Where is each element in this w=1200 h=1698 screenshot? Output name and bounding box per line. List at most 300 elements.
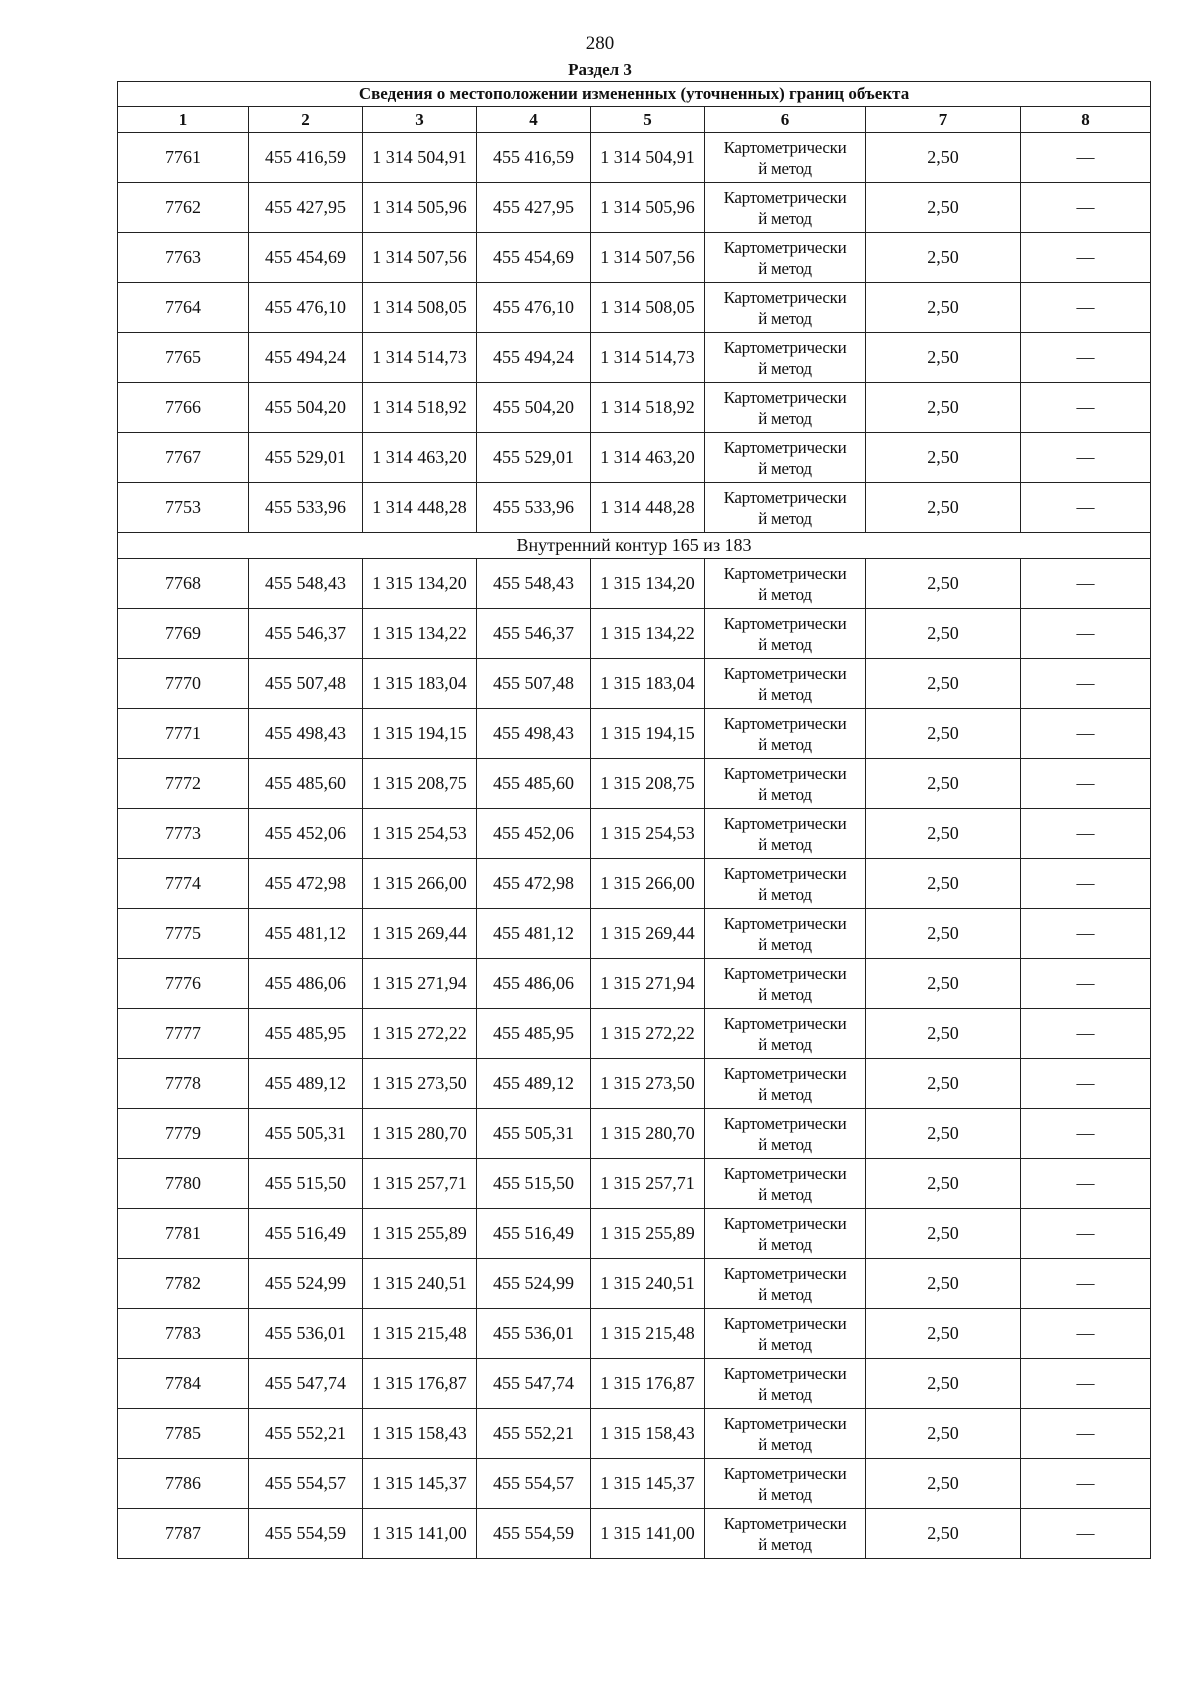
method-cell [705,609,866,659]
method-line-2: й метод [758,458,812,478]
method-line-1: Картометрически [723,437,847,457]
note-cell: — [1021,1309,1151,1359]
method-line-2: й метод [758,1034,812,1054]
y-new-cell: 1 315 240,51 [591,1259,705,1309]
y-new-cell: 1 315 158,43 [591,1409,705,1459]
y-existing-cell: 1 315 194,15 [363,709,477,759]
note-cell: — [1021,709,1151,759]
precision-cell: 2,50 [866,433,1021,483]
point-number-cell: 7781 [118,1209,249,1259]
point-number-cell: 7778 [118,1059,249,1109]
method-line-1: Картометрически [723,187,847,207]
table-row [118,1109,1151,1159]
method-cell [705,1259,866,1309]
x-existing-cell: 455 546,37 [249,609,363,659]
precision-cell: 2,50 [866,383,1021,433]
y-existing-cell: 1 315 257,71 [363,1159,477,1209]
method-line-1: Картометрически [723,337,847,357]
x-existing-cell: 455 548,43 [249,559,363,609]
x-existing-cell: 455 481,12 [249,909,363,959]
y-existing-cell: 1 315 273,50 [363,1059,477,1109]
y-existing-cell: 1 314 448,28 [363,483,477,533]
y-new-cell: 1 315 134,22 [591,609,705,659]
method-cell [705,1059,866,1109]
precision-cell: 2,50 [866,1309,1021,1359]
y-new-cell: 1 314 448,28 [591,483,705,533]
x-existing-cell: 455 524,99 [249,1259,363,1309]
precision-cell: 2,50 [866,183,1021,233]
precision-cell: 2,50 [866,1409,1021,1459]
x-existing-cell: 455 504,20 [249,383,363,433]
column-number-7: 7 [866,107,1021,133]
y-new-cell: 1 315 280,70 [591,1109,705,1159]
column-number-5: 5 [591,107,705,133]
table-row [118,1509,1151,1559]
method-cell [705,483,866,533]
method-cell [705,183,866,233]
x-new-cell: 455 548,43 [477,559,591,609]
method-cell [705,1209,866,1259]
note-cell: — [1021,1459,1151,1509]
y-existing-cell: 1 314 505,96 [363,183,477,233]
table-row [118,133,1151,183]
y-existing-cell: 1 314 514,73 [363,333,477,383]
column-number-3: 3 [363,107,477,133]
x-existing-cell: 455 552,21 [249,1409,363,1459]
section-title: Раздел 3 [568,60,632,79]
method-cell [705,383,866,433]
precision-cell: 2,50 [866,859,1021,909]
column-number-row [118,107,1151,133]
precision-cell: 2,50 [866,759,1021,809]
method-line-2: й метод [758,1484,812,1504]
x-existing-cell: 455 486,06 [249,959,363,1009]
x-new-cell: 455 529,01 [477,433,591,483]
y-new-cell: 1 314 504,91 [591,133,705,183]
method-line-1: Картометрически [723,763,847,783]
precision-cell: 2,50 [866,1509,1021,1559]
method-line-2: й метод [758,1384,812,1404]
column-number-1: 1 [118,107,249,133]
table-caption: Сведения о местоположении измененных (уточненных) границ объекта [118,82,1151,107]
method-cell [705,333,866,383]
method-line-1: Картометрически [723,963,847,983]
method-line-1: Картометрически [723,613,847,633]
method-line-1: Картометрически [723,1363,847,1383]
method-line-1: Картометрически [723,137,847,157]
point-number-cell: 7775 [118,909,249,959]
x-new-cell: 455 507,48 [477,659,591,709]
note-cell: — [1021,483,1151,533]
table-row [118,183,1151,233]
note-cell: — [1021,1059,1151,1109]
table-row [118,809,1151,859]
table-row [118,959,1151,1009]
point-number-cell: 7761 [118,133,249,183]
y-new-cell: 1 315 183,04 [591,659,705,709]
y-new-cell: 1 315 208,75 [591,759,705,809]
page-number: 280 [585,33,615,54]
table-row [118,1409,1151,1459]
method-line-2: й метод [758,158,812,178]
x-new-cell: 455 494,24 [477,333,591,383]
note-cell: — [1021,659,1151,709]
note-cell: — [1021,609,1151,659]
x-new-cell: 455 536,01 [477,1309,591,1359]
table-row [118,1209,1151,1259]
x-existing-cell: 455 489,12 [249,1059,363,1109]
precision-cell: 2,50 [866,959,1021,1009]
method-cell [705,809,866,859]
note-cell: — [1021,1159,1151,1209]
table-row [118,483,1151,533]
x-new-cell: 455 486,06 [477,959,591,1009]
method-line-1: Картометрически [723,1113,847,1133]
y-existing-cell: 1 315 134,22 [363,609,477,659]
point-number-cell: 7771 [118,709,249,759]
table-row [118,1309,1151,1359]
y-existing-cell: 1 315 208,75 [363,759,477,809]
y-existing-cell: 1 314 508,05 [363,283,477,333]
table-row [118,1059,1151,1109]
method-line-2: й метод [758,258,812,278]
table-row [118,1259,1151,1309]
point-number-cell: 7770 [118,659,249,709]
x-existing-cell: 455 529,01 [249,433,363,483]
method-line-2: й метод [758,408,812,428]
y-new-cell: 1 315 273,50 [591,1059,705,1109]
point-number-cell: 7776 [118,959,249,1009]
point-number-cell: 7777 [118,1009,249,1059]
x-existing-cell: 455 485,95 [249,1009,363,1059]
x-new-cell: 455 452,06 [477,809,591,859]
table-row [118,859,1151,909]
note-cell: — [1021,1409,1151,1459]
precision-cell: 2,50 [866,1259,1021,1309]
method-cell [705,1309,866,1359]
y-new-cell: 1 314 463,20 [591,433,705,483]
column-number-6: 6 [705,107,866,133]
x-new-cell: 455 533,96 [477,483,591,533]
y-existing-cell: 1 315 183,04 [363,659,477,709]
x-new-cell: 455 505,31 [477,1109,591,1159]
method-line-2: й метод [758,884,812,904]
method-line-1: Картометрически [723,863,847,883]
x-new-cell: 455 515,50 [477,1159,591,1209]
method-line-1: Картометрически [723,813,847,833]
y-new-cell: 1 314 514,73 [591,333,705,383]
method-line-2: й метод [758,1184,812,1204]
note-cell: — [1021,1259,1151,1309]
method-line-2: й метод [758,1134,812,1154]
table-row [118,333,1151,383]
precision-cell: 2,50 [866,1459,1021,1509]
note-cell: — [1021,809,1151,859]
table-row [118,1459,1151,1509]
x-new-cell: 455 516,49 [477,1209,591,1259]
y-existing-cell: 1 314 504,91 [363,133,477,183]
note-cell: — [1021,233,1151,283]
x-existing-cell: 455 485,60 [249,759,363,809]
method-line-1: Картометрически [723,1413,847,1433]
method-cell [705,759,866,809]
method-line-1: Картометрически [723,1063,847,1083]
method-line-2: й метод [758,358,812,378]
method-cell [705,1109,866,1159]
point-number-cell: 7785 [118,1409,249,1459]
method-line-1: Картометрически [723,237,847,257]
method-cell [705,1459,866,1509]
x-existing-cell: 455 416,59 [249,133,363,183]
table-row [118,283,1151,333]
note-cell: — [1021,283,1151,333]
x-existing-cell: 455 536,01 [249,1309,363,1359]
note-cell: — [1021,859,1151,909]
point-number-cell: 7772 [118,759,249,809]
method-line-1: Картометрически [723,563,847,583]
method-cell [705,859,866,909]
method-cell [705,1009,866,1059]
note-cell: — [1021,1509,1151,1559]
method-cell [705,433,866,483]
method-cell [705,283,866,333]
note-cell: — [1021,759,1151,809]
y-new-cell: 1 315 257,71 [591,1159,705,1209]
x-new-cell: 455 476,10 [477,283,591,333]
precision-cell: 2,50 [866,1359,1021,1409]
method-line-2: й метод [758,508,812,528]
method-line-2: й метод [758,1234,812,1254]
x-new-cell: 455 481,12 [477,909,591,959]
x-new-cell: 455 489,12 [477,1059,591,1109]
contour-row [118,533,1151,559]
y-existing-cell: 1 315 158,43 [363,1409,477,1459]
point-number-cell: 7753 [118,483,249,533]
note-cell: — [1021,1359,1151,1409]
method-line-2: й метод [758,1084,812,1104]
x-existing-cell: 455 498,43 [249,709,363,759]
y-new-cell: 1 315 134,20 [591,559,705,609]
y-existing-cell: 1 315 266,00 [363,859,477,909]
x-new-cell: 455 547,74 [477,1359,591,1409]
point-number-cell: 7782 [118,1259,249,1309]
coordinates-table [117,81,1151,1559]
note-cell: — [1021,433,1151,483]
precision-cell: 2,50 [866,133,1021,183]
x-existing-cell: 455 507,48 [249,659,363,709]
method-line-1: Картометрически [723,1513,847,1533]
y-new-cell: 1 315 141,00 [591,1509,705,1559]
y-existing-cell: 1 315 271,94 [363,959,477,1009]
method-line-2: й метод [758,684,812,704]
y-new-cell: 1 314 508,05 [591,283,705,333]
point-number-cell: 7786 [118,1459,249,1509]
method-cell [705,909,866,959]
method-line-2: й метод [758,634,812,654]
x-existing-cell: 455 533,96 [249,483,363,533]
precision-cell: 2,50 [866,1209,1021,1259]
precision-cell: 2,50 [866,709,1021,759]
x-new-cell: 455 485,95 [477,1009,591,1059]
method-line-1: Картометрически [723,913,847,933]
point-number-cell: 7768 [118,559,249,609]
method-cell [705,1159,866,1209]
table-row [118,233,1151,283]
point-number-cell: 7773 [118,809,249,859]
x-new-cell: 455 552,21 [477,1409,591,1459]
x-existing-cell: 455 427,95 [249,183,363,233]
x-new-cell: 455 554,59 [477,1509,591,1559]
method-cell [705,1509,866,1559]
note-cell: — [1021,133,1151,183]
method-line-2: й метод [758,1434,812,1454]
precision-cell: 2,50 [866,333,1021,383]
x-existing-cell: 455 516,49 [249,1209,363,1259]
table-row [118,559,1151,609]
x-existing-cell: 455 505,31 [249,1109,363,1159]
precision-cell: 2,50 [866,1159,1021,1209]
point-number-cell: 7784 [118,1359,249,1409]
precision-cell: 2,50 [866,559,1021,609]
y-existing-cell: 1 315 269,44 [363,909,477,959]
point-number-cell: 7774 [118,859,249,909]
method-line-1: Картометрически [723,487,847,507]
y-new-cell: 1 314 505,96 [591,183,705,233]
method-line-2: й метод [758,308,812,328]
method-line-1: Картометрически [723,1313,847,1333]
y-new-cell: 1 315 271,94 [591,959,705,1009]
note-cell: — [1021,559,1151,609]
x-existing-cell: 455 554,57 [249,1459,363,1509]
precision-cell: 2,50 [866,809,1021,859]
table-row [118,659,1151,709]
method-line-2: й метод [758,834,812,854]
table-row [118,383,1151,433]
precision-cell: 2,50 [866,609,1021,659]
note-cell: — [1021,333,1151,383]
y-existing-cell: 1 315 280,70 [363,1109,477,1159]
x-new-cell: 455 454,69 [477,233,591,283]
x-new-cell: 455 472,98 [477,859,591,909]
method-line-2: й метод [758,1284,812,1304]
table-row [118,1009,1151,1059]
precision-cell: 2,50 [866,283,1021,333]
precision-cell: 2,50 [866,659,1021,709]
column-number-4: 4 [477,107,591,133]
y-existing-cell: 1 315 215,48 [363,1309,477,1359]
y-existing-cell: 1 314 518,92 [363,383,477,433]
contour-label: Внутренний контур 165 из 183 [118,533,1151,559]
precision-cell: 2,50 [866,909,1021,959]
point-number-cell: 7780 [118,1159,249,1209]
method-cell [705,559,866,609]
precision-cell: 2,50 [866,233,1021,283]
precision-cell: 2,50 [866,1059,1021,1109]
y-existing-cell: 1 315 176,87 [363,1359,477,1409]
note-cell: — [1021,383,1151,433]
note-cell: — [1021,959,1151,1009]
x-new-cell: 455 546,37 [477,609,591,659]
y-new-cell: 1 315 254,53 [591,809,705,859]
point-number-cell: 7765 [118,333,249,383]
precision-cell: 2,50 [866,1009,1021,1059]
y-existing-cell: 1 315 134,20 [363,559,477,609]
x-existing-cell: 455 476,10 [249,283,363,333]
x-existing-cell: 455 515,50 [249,1159,363,1209]
method-line-1: Картометрически [723,1213,847,1233]
y-new-cell: 1 315 266,00 [591,859,705,909]
x-new-cell: 455 498,43 [477,709,591,759]
y-existing-cell: 1 315 240,51 [363,1259,477,1309]
method-line-2: й метод [758,784,812,804]
x-existing-cell: 455 454,69 [249,233,363,283]
y-new-cell: 1 315 145,37 [591,1459,705,1509]
note-cell: — [1021,1209,1151,1259]
y-existing-cell: 1 315 141,00 [363,1509,477,1559]
x-existing-cell: 455 452,06 [249,809,363,859]
y-new-cell: 1 315 255,89 [591,1209,705,1259]
x-existing-cell: 455 547,74 [249,1359,363,1409]
method-line-2: й метод [758,584,812,604]
note-cell: — [1021,1009,1151,1059]
x-new-cell: 455 524,99 [477,1259,591,1309]
x-new-cell: 455 504,20 [477,383,591,433]
y-existing-cell: 1 314 463,20 [363,433,477,483]
method-cell [705,1409,866,1459]
x-existing-cell: 455 494,24 [249,333,363,383]
method-line-1: Картометрически [723,287,847,307]
table-row [118,1359,1151,1409]
method-cell [705,659,866,709]
method-line-2: й метод [758,1534,812,1554]
note-cell: — [1021,909,1151,959]
point-number-cell: 7787 [118,1509,249,1559]
y-existing-cell: 1 315 145,37 [363,1459,477,1509]
table-row [118,433,1151,483]
y-new-cell: 1 314 518,92 [591,383,705,433]
method-line-1: Картометрически [723,1163,847,1183]
method-line-1: Картометрически [723,1263,847,1283]
x-new-cell: 455 427,95 [477,183,591,233]
method-line-1: Картометрически [723,1013,847,1033]
y-existing-cell: 1 315 255,89 [363,1209,477,1259]
method-line-1: Картометрически [723,387,847,407]
note-cell: — [1021,1109,1151,1159]
table-row [118,1159,1151,1209]
x-new-cell: 455 554,57 [477,1459,591,1509]
method-line-2: й метод [758,734,812,754]
point-number-cell: 7767 [118,433,249,483]
x-existing-cell: 455 554,59 [249,1509,363,1559]
table-row [118,909,1151,959]
table-row [118,709,1151,759]
point-number-cell: 7779 [118,1109,249,1159]
note-cell: — [1021,183,1151,233]
method-line-1: Картометрически [723,1463,847,1483]
point-number-cell: 7783 [118,1309,249,1359]
method-line-2: й метод [758,984,812,1004]
method-cell [705,959,866,1009]
table-row [118,609,1151,659]
x-new-cell: 455 416,59 [477,133,591,183]
column-number-2: 2 [249,107,363,133]
method-line-2: й метод [758,934,812,954]
method-cell [705,1359,866,1409]
method-line-1: Картометрически [723,713,847,733]
method-line-2: й метод [758,1334,812,1354]
precision-cell: 2,50 [866,1109,1021,1159]
y-new-cell: 1 314 507,56 [591,233,705,283]
